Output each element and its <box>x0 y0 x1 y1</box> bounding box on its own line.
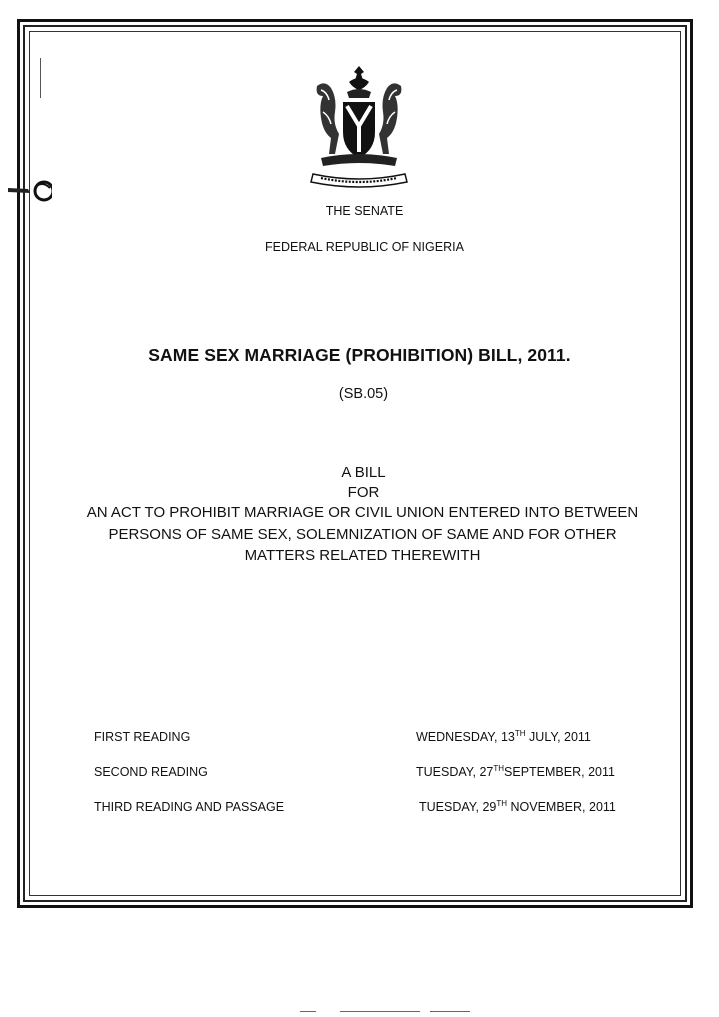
punch-hole-mark <box>8 180 52 202</box>
coat-of-arms-emblem <box>303 62 415 190</box>
scan-artifact-line <box>430 1011 470 1012</box>
senate-heading: THE SENATE <box>325 204 404 218</box>
bill-title: SAME SEX MARRIAGE (PROHIBITION) BILL, 2011. <box>148 345 571 365</box>
a-bill-heading: A BILL <box>341 464 386 481</box>
scan-artifact-line <box>300 1011 316 1012</box>
for-heading: FOR <box>347 484 380 501</box>
scan-artifact-line <box>340 1011 420 1012</box>
second-reading-label: SECOND READING <box>94 765 208 779</box>
scan-margin-mark <box>40 58 47 98</box>
first-reading-date: WEDNESDAY, 13TH JULY, 2011 <box>416 728 591 744</box>
republic-heading: FEDERAL REPUBLIC OF NIGERIA <box>265 240 464 254</box>
first-reading-label: FIRST READING <box>94 730 191 744</box>
third-reading-date: TUESDAY, 29TH NOVEMBER, 2011 <box>419 798 616 814</box>
second-reading-date: TUESDAY, 27THSEPTEMBER, 2011 <box>416 763 615 779</box>
bill-code: (SB.05) <box>338 386 389 402</box>
bill-description-line: PERSONS OF SAME SEX, SOLEMNIZATION OF SAME AND FOR OTHER <box>108 526 617 543</box>
bill-description-line: MATTERS RELATED THEREWITH <box>244 547 481 564</box>
third-reading-label: THIRD READING AND PASSAGE <box>94 800 285 814</box>
bill-description-line: AN ACT TO PROHIBIT MARRIAGE OR CIVIL UNION ENTERED INTO BETWEEN <box>86 504 639 521</box>
